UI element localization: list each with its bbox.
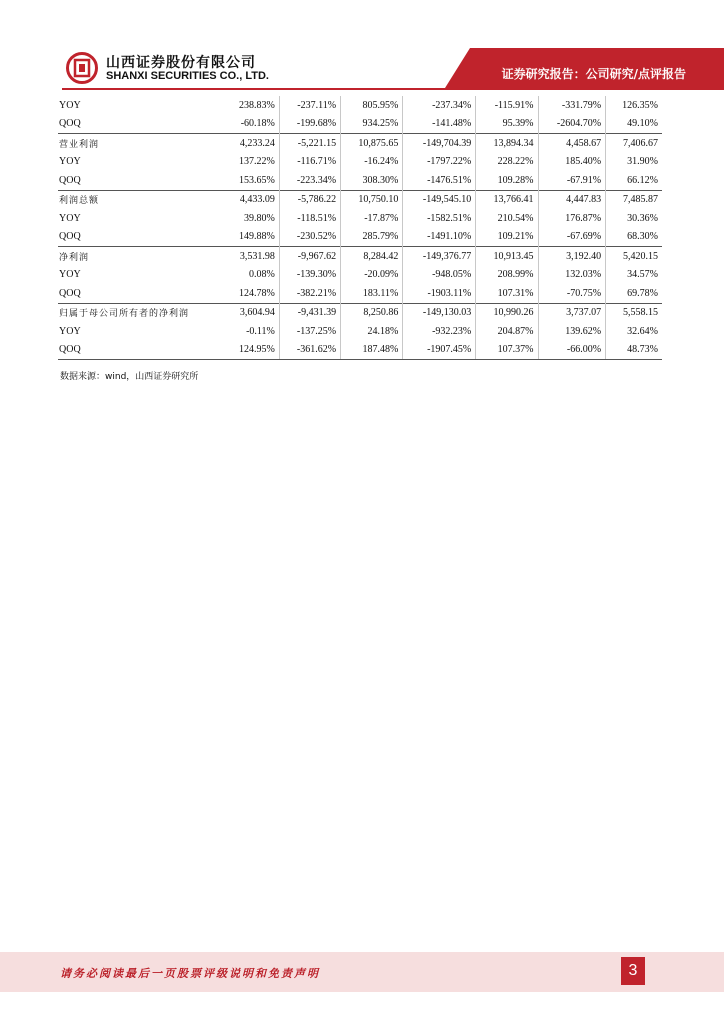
table-cell: 107.37% (476, 341, 538, 360)
table-cell: 10,750.10 (341, 190, 403, 209)
table-cell: 7,485.87 (606, 190, 662, 209)
table-cell: 32.64% (606, 322, 662, 341)
table-cell: 13,766.41 (476, 190, 538, 209)
table-cell: 185.40% (538, 153, 606, 172)
table-cell: -67.91% (538, 171, 606, 190)
table-cell: -17.87% (341, 209, 403, 228)
row-label: YOY (59, 212, 81, 224)
table-cell: -9,431.39 (279, 303, 340, 322)
table-cell: -149,130.03 (403, 303, 476, 322)
table-cell: -1582.51% (403, 209, 476, 228)
table-cell: -237.34% (403, 96, 476, 115)
table-cell: -70.75% (538, 284, 606, 303)
table-row (58, 96, 662, 115)
row-label: 营业利润 (58, 134, 223, 153)
page-footer (0, 952, 724, 992)
table-cell: -1903.11% (403, 284, 476, 303)
table-cell: 4,233.24 (223, 134, 279, 153)
table-cell: -139.30% (279, 266, 340, 285)
table-cell: 34.57% (606, 266, 662, 285)
table-cell: 126.35% (606, 96, 662, 115)
page-header (0, 0, 724, 96)
table-cell: 10,990.26 (476, 303, 538, 322)
table-cell: 153.65% (239, 174, 275, 186)
table-cell: -2604.70% (538, 115, 606, 134)
page-number: 3 (621, 957, 645, 985)
table-cell: 137.22% (239, 156, 275, 168)
table-cell: 4,458.67 (538, 134, 606, 153)
table-cell: 95.39% (476, 115, 538, 134)
table-cell: 69.78% (606, 284, 662, 303)
table-cell: 5,558.15 (606, 303, 662, 322)
company-name-cn: 山西证券股份有限公司 (106, 55, 256, 71)
table-cell: -237.11% (279, 96, 340, 115)
table-cell: -149,545.10 (403, 190, 476, 209)
row-label: 净利润 (58, 247, 223, 266)
table-cell: 4,447.83 (538, 190, 606, 209)
table-cell: 308.30% (341, 171, 403, 190)
table-row (58, 228, 662, 247)
row-label: QOQ (59, 174, 81, 186)
report-type-label: 证券研究报告：公司研究/点评报告 (501, 67, 686, 81)
data-source-note: 数据来源：wind，山西证券研究所 (60, 372, 199, 382)
table-cell: -16.24% (341, 153, 403, 172)
table-cell: 132.03% (538, 266, 606, 285)
disclaimer-text: 请务必阅读最后一页股票评级说明和免责声明 (60, 967, 320, 980)
table-cell: -223.34% (279, 171, 340, 190)
row-label: QOQ (59, 118, 81, 130)
table-row (58, 284, 662, 303)
table-cell: 109.28% (476, 171, 538, 190)
table-cell: 3,192.40 (538, 247, 606, 266)
table-row (58, 153, 662, 172)
row-label: 利润总额 (58, 190, 223, 209)
table-cell: -66.00% (538, 341, 606, 360)
table-cell: 109.21% (476, 228, 538, 247)
table-cell: 124.78% (239, 287, 275, 299)
table-cell: -137.25% (279, 322, 340, 341)
table-cell: 7,406.67 (606, 134, 662, 153)
table-cell: 149.88% (239, 231, 275, 243)
row-label: YOY (59, 156, 81, 168)
table-cell: 24.18% (341, 322, 403, 341)
table-cell: 238.83% (239, 99, 275, 111)
table-cell: -67.69% (538, 228, 606, 247)
table-cell: 3,737.07 (538, 303, 606, 322)
table-cell: -149,376.77 (403, 247, 476, 266)
table-cell: 176.87% (538, 209, 606, 228)
table-row (58, 115, 662, 134)
table-cell: 8,284.42 (341, 247, 403, 266)
table-cell: 805.95% (341, 96, 403, 115)
table-cell: 31.90% (606, 153, 662, 172)
table-cell: 10,875.65 (341, 134, 403, 153)
row-label: YOY (59, 269, 81, 281)
table-cell: -1476.51% (403, 171, 476, 190)
table-cell: 124.95% (223, 341, 279, 360)
table-cell: 13,894.34 (476, 134, 538, 153)
table-cell: -948.05% (403, 266, 476, 285)
row-label: YOY (59, 325, 81, 337)
table-cell: -230.52% (279, 228, 340, 247)
table-cell: 107.31% (476, 284, 538, 303)
table-cell: 66.12% (606, 171, 662, 190)
table-cell: 5,420.15 (606, 247, 662, 266)
table-cell: 183.11% (341, 284, 403, 303)
table-cell: 139.62% (538, 322, 606, 341)
table-cell: -141.48% (403, 115, 476, 134)
table-cell: 934.25% (341, 115, 403, 134)
table-cell: 68.30% (606, 228, 662, 247)
table-cell: -932.23% (403, 322, 476, 341)
table-row (58, 266, 662, 285)
table-cell: -382.21% (279, 284, 340, 303)
financial-table (58, 96, 662, 360)
table-cell: 30.36% (606, 209, 662, 228)
table-cell: -60.18% (240, 118, 275, 130)
table-row (58, 190, 662, 209)
table-cell: 49.10% (606, 115, 662, 134)
table-cell: -199.68% (279, 115, 340, 134)
table-cell: 3,604.94 (223, 303, 279, 322)
table-cell: 39.80% (244, 212, 275, 224)
table-cell: -116.71% (279, 153, 340, 172)
row-label: QOQ (58, 341, 223, 360)
company-name-en: SHANXI SECURITIES CO., LTD. (106, 70, 269, 82)
table-cell: -1907.45% (403, 341, 476, 360)
table-cell: 48.73% (606, 341, 662, 360)
table-cell: 208.99% (476, 266, 538, 285)
table-cell: 8,250.86 (341, 303, 403, 322)
table-cell: -9,967.62 (279, 247, 340, 266)
table-cell: 210.54% (476, 209, 538, 228)
table-cell: -1797.22% (403, 153, 476, 172)
table-cell: -115.91% (476, 96, 538, 115)
table-cell: -149,704.39 (403, 134, 476, 153)
table-row (58, 134, 662, 153)
table-cell: 285.79% (341, 228, 403, 247)
table-cell: 3,531.98 (223, 247, 279, 266)
company-logo-icon (66, 52, 98, 84)
table-cell: 204.87% (476, 322, 538, 341)
row-label: QOQ (59, 231, 81, 243)
table-cell: -5,221.15 (279, 134, 340, 153)
table-row (58, 303, 662, 322)
table-cell: -1491.10% (403, 228, 476, 247)
table-cell: -361.62% (279, 341, 340, 360)
table-cell: 4,433.09 (223, 190, 279, 209)
table-cell: -331.79% (538, 96, 606, 115)
row-label: 归属于母公司所有者的净利润 (58, 303, 223, 322)
table-cell: 187.48% (341, 341, 403, 360)
row-label: YOY (59, 99, 81, 111)
table-cell: -0.11% (246, 325, 275, 337)
table-cell: -5,786.22 (279, 190, 340, 209)
table-cell: -20.09% (341, 266, 403, 285)
table-cell: 10,913.45 (476, 247, 538, 266)
table-row (58, 322, 662, 341)
table-cell: 228.22% (476, 153, 538, 172)
table-row (58, 341, 662, 360)
table-row (58, 209, 662, 228)
table-row (58, 171, 662, 190)
table-cell: 0.08% (249, 269, 275, 281)
table-cell: -118.51% (279, 209, 340, 228)
table-row (58, 247, 662, 266)
row-label: QOQ (59, 287, 81, 299)
